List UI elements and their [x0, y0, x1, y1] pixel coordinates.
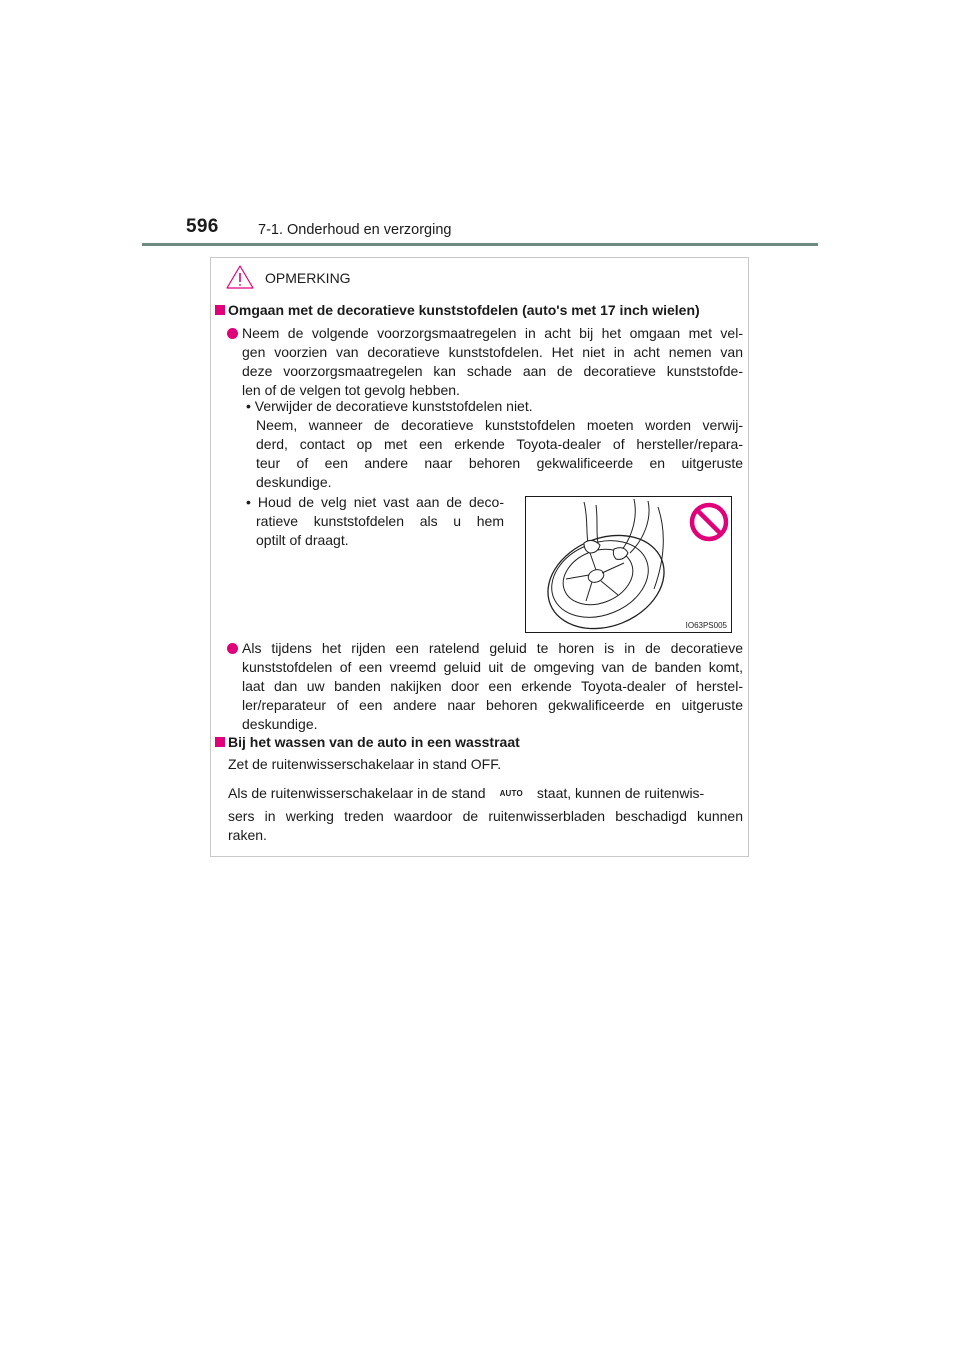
text-line: laat dan uw banden nakijken door een erkende Toyota-dealer of herstel-: [242, 678, 743, 694]
text-line: gen voorzien van decoratieve kunststofdelen. Het niet in acht nemen van: [242, 344, 743, 360]
text-line: ratieve kunststofdelen als u hem: [256, 513, 504, 529]
paragraph-auto-position: [228, 784, 743, 803]
wheel-illustration: [525, 496, 732, 633]
bullet-rattling-noise: [242, 639, 743, 734]
paragraph-wipers: [228, 807, 743, 845]
text-line: teur of een andere naar behoren gekwalificeerde en uitgeruste: [256, 455, 743, 471]
heading-text: Bij het wassen van de auto in een wasstraat: [228, 734, 520, 750]
sub-bullet-hold: [242, 493, 504, 550]
heading-text: Omgaan met de decoratieve kunststofdelen (auto's met 17 inch wielen): [228, 302, 700, 318]
text-line: ler/reparateur of een andere naar behoren gekwalificeerde en uitgeruste: [242, 697, 743, 713]
text-line: Als tijdens het rijden een ratelend geluid te horen is in de decoratieve: [242, 640, 743, 656]
paragraph-off: Zet de ruitenwisserschakelaar in stand OFF.: [228, 756, 502, 772]
text-line: optilt of draagt.: [256, 532, 349, 548]
square-bullet-icon: [215, 305, 225, 315]
round-bullet-icon: [227, 643, 238, 654]
text-line: deze voorzorgsmaatregelen kan schade aan de decoratieve kunststofde-: [242, 363, 743, 379]
prohibition-icon: [688, 501, 730, 543]
section-title: 7-1. Onderhoud en verzorging: [258, 222, 452, 238]
notice-box: [210, 257, 749, 857]
text-segment: staat, kunnen de ruitenwis-: [536, 785, 705, 801]
text-line: kunststofdelen of een vreemd geluid uit de omgeving van de banden komt,: [242, 659, 743, 675]
text-line: • Verwijder de decoratieve kunststofdelen niet.: [246, 398, 533, 414]
text-line: derd, contact op met een erkende Toyota-dealer of hersteller/repara-: [256, 436, 743, 452]
text-line: Neem, wanneer de decoratieve kunststofdelen moeten worden verwij-: [256, 417, 743, 433]
text-line: sers in werking treden waardoor de ruitenwisserbladen beschadigd kunnen: [228, 808, 743, 824]
auto-symbol: AUTO: [499, 789, 523, 798]
text-line: • Houd de velg niet vast aan de deco-: [246, 494, 504, 510]
page-number: 596: [186, 216, 219, 237]
round-bullet-icon: [227, 328, 238, 339]
text-line: deskundige.: [256, 474, 332, 490]
text-line: Neem de volgende voorzorgsmaatregelen in acht bij het omgaan met vel-: [242, 325, 743, 341]
sub-bullet-remove: [242, 397, 743, 492]
notice-title: OPMERKING: [265, 270, 351, 286]
text-segment: Als de ruitenwisserschakelaar in de stand: [228, 785, 486, 801]
bullet-precautions: [242, 324, 743, 400]
text-line: deskundige.: [242, 716, 318, 732]
header-rule: [142, 243, 818, 246]
square-bullet-icon: [215, 737, 225, 747]
warning-triangle-icon: [225, 264, 255, 290]
text-line: len of de velgen tot gevolg hebben.: [242, 382, 460, 398]
text-line: raken.: [228, 827, 267, 843]
figure-caption: IO63PS005: [685, 621, 727, 630]
